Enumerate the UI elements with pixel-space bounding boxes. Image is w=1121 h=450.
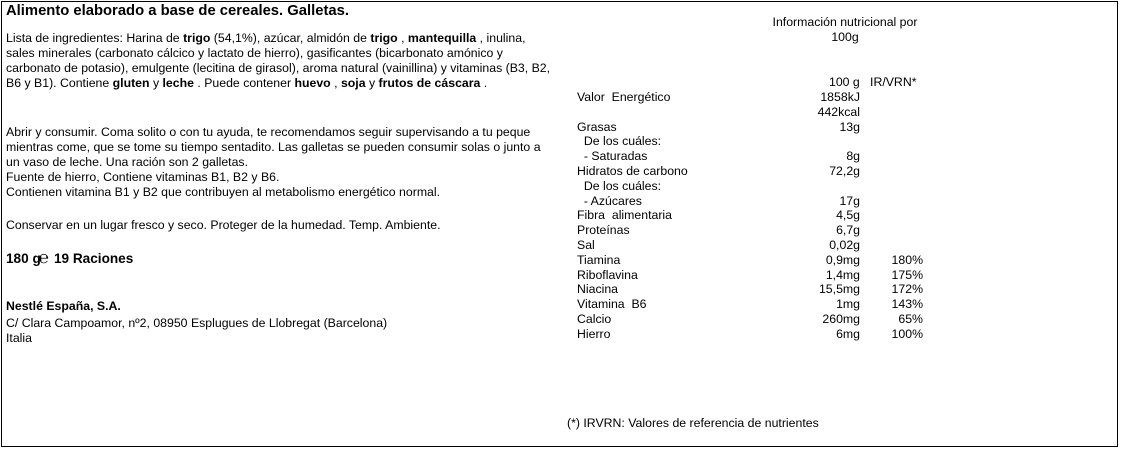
nutrition-footnote: (*) IRVRN: Valores de referencia de nutrientes [567, 416, 819, 430]
nutrition-column-header: 100 g IR/VRN* [829, 75, 917, 89]
allergen-text: frutos de cáscara [378, 76, 481, 90]
allergen-text: leche [162, 76, 194, 90]
nutrient-name: Tiamina [577, 252, 621, 267]
nutrient-value: 1mg [836, 297, 860, 312]
nutrient-ir-percent: 172% [891, 282, 923, 297]
nutrient-name: Fibra alimentaria [577, 208, 672, 223]
servings-count: 19 Raciones [53, 251, 134, 266]
nutrient-value: 1858kJ [820, 90, 860, 104]
nutrient-name: De los cuáles: [577, 178, 662, 193]
ingredient-text: , [330, 76, 341, 90]
ingredient-text: , [397, 31, 408, 45]
nutrient-value: 0,9mg [825, 252, 860, 267]
nutrient-ir-percent: 175% [891, 267, 923, 282]
ingredient-text: y [365, 76, 379, 90]
nutrient-name: - Saturadas [577, 149, 648, 164]
nutrient-ir-percent: 143% [891, 297, 923, 312]
nutrient-value: 1,4mg [825, 267, 860, 282]
product-title: Alimento elaborado a base de cereales. Galletas. [6, 3, 349, 19]
company-address: C/ Clara Campoamor, nº2, 08950 Esplugues de Llobregat (Barcelona) [6, 316, 388, 330]
allergen-text: trigo [370, 31, 398, 45]
nutrient-value: 442kcal [817, 104, 860, 119]
ingredient-text: , inulina, sales minerales (carbonato cálcico y lactato de hierro), gasificantes (bicarbonato amónico y carbonato de potasio), emulgente (lecitina de girasol), aroma natural (vainillina) y vitaminas (B3, B2, B6 y B1). Contiene [6, 31, 551, 90]
nutrient-value: 8g [846, 149, 860, 164]
ingredients-list [6, 31, 551, 91]
nutrient-name: Grasas [577, 119, 617, 134]
nutrient-name: Proteínas [577, 223, 630, 238]
iron-vitamins-claim: Fuente de hierro, Contiene vitaminas B1, B2 y B6. [6, 170, 280, 184]
nutrient-name: Sal [577, 238, 595, 252]
allergen-text: huevo [294, 76, 331, 90]
nutrient-name: De los cuáles: [577, 134, 662, 149]
nutrient-name: Calcio [577, 312, 612, 326]
nutrient-value: 260mg [822, 312, 860, 326]
nutrient-value: 6mg [836, 326, 860, 341]
ingredient-text: . Puede contener [193, 76, 295, 90]
usage-paragraph: Abrir y consumir. Coma solito o con tu ayuda, te recomendamos seguir supervisando a tu peque mientras come, que se tome su tiempo sentadito. Las galletas se pueden consumir solas o junto a un vaso de leche. Una ración son 2 galletas. [6, 125, 541, 169]
company-name: Nestlé España, S.A. [6, 299, 121, 313]
nutrient-name: Hierro [577, 326, 611, 341]
nutrient-value: 72,2g [829, 164, 860, 178]
ingredient-text: y [149, 76, 163, 90]
nutrient-value: 17g [839, 193, 860, 208]
nutrient-ir-percent: 180% [891, 252, 923, 267]
usage-instructions [6, 125, 551, 200]
weight-value: 180 g [6, 251, 41, 266]
nutrient-value: 13g [839, 119, 860, 134]
storage-instructions: Conservar en un lugar fresco y seco. Proteger de la humedad. Temp. Ambiente. [6, 218, 441, 232]
nutrient-name: Niacina [577, 282, 619, 297]
net-weight [6, 248, 134, 267]
nutrient-value: 4,5g [836, 208, 860, 223]
nutrient-value: 15,5mg [818, 282, 860, 297]
allergen-text: mantequilla [407, 31, 477, 45]
allergen-text: gluten [112, 76, 150, 90]
ingredient-text: (54,1%), azúcar, almidón de [210, 31, 371, 45]
nutrient-name: Hidratos de carbono [577, 164, 688, 178]
estimated-sign-icon: ℮ [38, 248, 49, 267]
country-of-origin: Italia [6, 331, 32, 345]
nutrient-value: 0,02g [829, 238, 860, 252]
ingredient-text: Lista de ingredientes: Harina de [6, 31, 184, 45]
allergen-text: soja [340, 76, 366, 90]
nutrient-name: Riboflavina [577, 267, 638, 282]
nutrient-name: Vitamina B6 [577, 297, 647, 312]
nutrient-name: Valor Energético [577, 90, 671, 104]
nutrient-ir-percent: 100% [891, 326, 923, 341]
nutrition-title: Información nutricional por 100g [772, 15, 918, 44]
allergen-text: trigo [183, 31, 211, 45]
metabolism-claim: Contienen vitamina B1 y B2 que contribuyen al metabolismo energético normal. [6, 185, 441, 199]
nutrient-value: 6,7g [836, 223, 860, 238]
nutrient-name: - Azúcares [577, 193, 642, 208]
nutrient-ir-percent: 65% [898, 312, 923, 326]
ingredient-text: . [480, 76, 488, 90]
